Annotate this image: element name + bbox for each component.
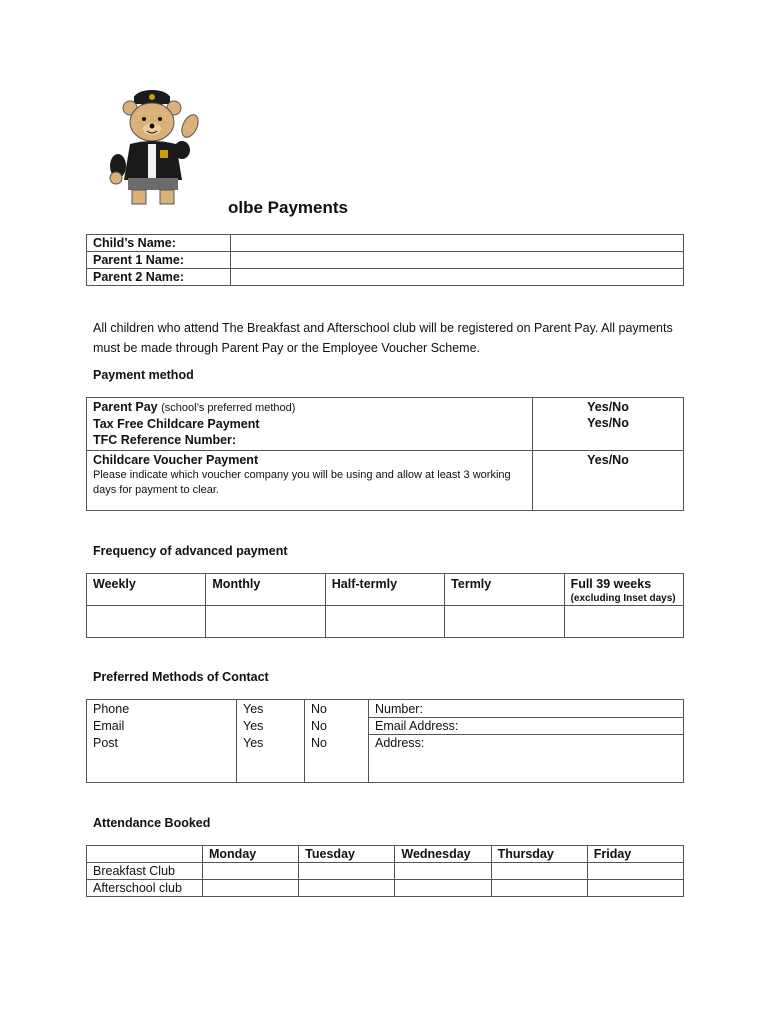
details-table	[86, 234, 684, 286]
day-thursday: Thursday	[491, 846, 587, 863]
contact-phone-label: Phone	[87, 700, 237, 718]
child-name-field[interactable]	[231, 235, 684, 252]
contact-email-label: Email	[87, 718, 237, 735]
frequency-heading: Frequency of advanced payment	[93, 544, 288, 558]
contact-email-yes[interactable]: Yes	[237, 718, 305, 735]
attendance-heading: Attendance Booked	[93, 816, 211, 830]
payment-yesno-cell	[533, 398, 684, 451]
breakfast-thursday[interactable]	[491, 863, 587, 880]
full-39-weeks-choice-cell[interactable]	[564, 606, 683, 638]
voucher-yesno[interactable]: Yes/No	[533, 451, 684, 511]
day-wednesday: Wednesday	[395, 846, 491, 863]
contact-post-address[interactable]: Address:	[369, 735, 684, 783]
payment-method-table	[86, 397, 684, 511]
frequency-termly: Termly	[445, 574, 564, 606]
breakfast-friday[interactable]	[587, 863, 683, 880]
frequency-half-termly: Half-termly	[325, 574, 444, 606]
intro-text: All children who attend The Breakfast and Afterschool club will be registered on Parent Pay. All payments must be made through Parent Pay or the Employee Voucher Scheme.	[93, 321, 673, 355]
contact-email-no[interactable]: No	[305, 718, 369, 735]
parent1-name-label: Parent 1 Name:	[87, 252, 231, 269]
voucher-cell	[87, 451, 533, 511]
contact-post-no[interactable]: No	[305, 735, 369, 783]
afterschool-tuesday[interactable]	[299, 880, 395, 897]
contact-post-label: Post	[87, 735, 237, 783]
contact-heading: Preferred Methods of Contact	[93, 670, 269, 684]
breakfast-wednesday[interactable]	[395, 863, 491, 880]
contact-email-address[interactable]: Email Address:	[369, 718, 684, 735]
parent-pay-yesno[interactable]: Yes/No	[587, 400, 629, 414]
parent2-name-field[interactable]	[231, 269, 684, 286]
full-39-weeks-note: (excluding Inset days)	[570, 593, 676, 604]
afterschool-thursday[interactable]	[491, 880, 587, 897]
contact-table	[86, 699, 684, 783]
child-name-label: Child’s Name:	[87, 235, 231, 252]
half-termly-choice-cell[interactable]	[325, 606, 444, 638]
club-breakfast: Breakfast Club	[87, 863, 203, 880]
frequency-table	[86, 573, 684, 638]
attendance-table	[86, 845, 684, 897]
weekly-choice-cell[interactable]	[87, 606, 206, 638]
day-monday: Monday	[203, 846, 299, 863]
club-afterschool: Afterschool club	[87, 880, 203, 897]
frequency-full-39-weeks	[564, 574, 683, 606]
parent-pay-label: Parent Pay	[93, 400, 158, 414]
contact-phone-number[interactable]: Number:	[369, 700, 684, 718]
voucher-label: Childcare Voucher Payment	[93, 453, 259, 467]
afterschool-friday[interactable]	[587, 880, 683, 897]
payment-method-heading: Payment method	[93, 368, 194, 382]
breakfast-monday[interactable]	[203, 863, 299, 880]
contact-post-yes[interactable]: Yes	[237, 735, 305, 783]
breakfast-tuesday[interactable]	[299, 863, 395, 880]
contact-phone-no[interactable]: No	[305, 700, 369, 718]
contact-phone-yes[interactable]: Yes	[237, 700, 305, 718]
monthly-choice-cell[interactable]	[206, 606, 325, 638]
teddy-bear-logo	[108, 86, 200, 208]
attendance-corner	[87, 846, 203, 863]
day-friday: Friday	[587, 846, 683, 863]
afterschool-wednesday[interactable]	[395, 880, 491, 897]
day-tuesday: Tuesday	[299, 846, 395, 863]
page-title: olbe Payments	[228, 198, 348, 217]
afterschool-monday[interactable]	[203, 880, 299, 897]
tax-free-yesno[interactable]: Yes/No	[587, 416, 629, 430]
termly-choice-cell[interactable]	[445, 606, 564, 638]
tax-free-label: Tax Free Childcare Payment	[93, 417, 260, 431]
tfc-reference-label: TFC Reference Number:	[93, 433, 237, 447]
voucher-note: Please indicate which voucher company you will be using and allow at least 3 working days for payment to clear.	[93, 469, 511, 496]
full-39-weeks-label: Full 39 weeks	[570, 577, 652, 591]
payment-options-cell	[87, 398, 533, 451]
parent-pay-note: (school’s preferred method)	[161, 402, 296, 414]
frequency-monthly: Monthly	[206, 574, 325, 606]
parent2-name-label: Parent 2 Name:	[87, 269, 231, 286]
frequency-weekly: Weekly	[87, 574, 206, 606]
parent1-name-field[interactable]	[231, 252, 684, 269]
